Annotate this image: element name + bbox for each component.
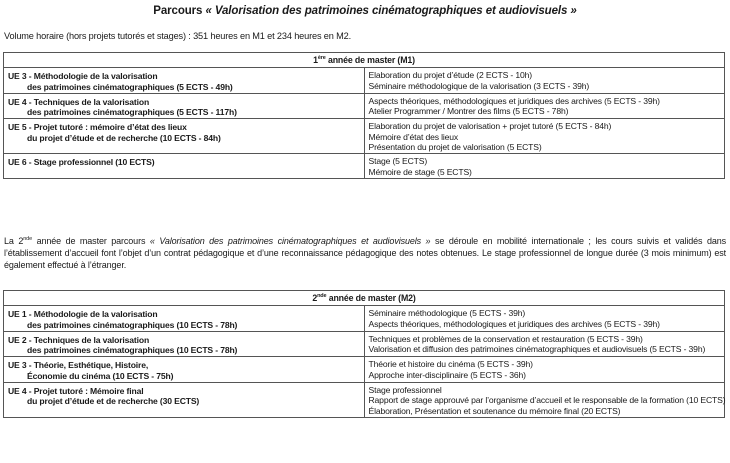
title-parcours-name: « Valorisation des patrimoines cinématographiques et audiovisuels » (205, 5, 577, 17)
ue-title-line1: UE 3 - Théorie, Esthétique, Histoire, (8, 360, 149, 371)
ue-row (4, 154, 725, 179)
course-item: Rapport de stage approuvé par l’organisme d’accueil et le responsable de la formation (10 ECTS) (368, 395, 726, 406)
ue-courses (364, 306, 725, 332)
ue-row (4, 93, 725, 119)
m2-table-header: 2nde année de master (M2) (4, 291, 725, 306)
ue-row (4, 306, 725, 332)
course-item: Atelier Programmer / Montrer des films (5 ECTS - 78h) (368, 106, 569, 117)
ue-title-line1: UE 3 - Méthodologie de la valorisation (8, 71, 158, 82)
ue-row (4, 119, 725, 154)
ue-title-line2: du projet d’étude et de recherche (10 ECTS - 84h) (27, 132, 221, 143)
ue-title-line2: Économie du cinéma (10 ECTS - 75h) (27, 370, 174, 381)
ue-title (4, 68, 365, 94)
ue-title (4, 357, 365, 383)
ue-title-line1: UE 6 - Stage professionnel (10 ECTS) (8, 157, 155, 168)
ue-title-line1: UE 5 - Projet tutoré : mémoire d’état des lieux (8, 122, 187, 133)
course-item: Elaboration du projet de valorisation + projet tutoré (5 ECTS - 84h) (368, 121, 612, 132)
ue-title-line2: des patrimoines cinématographiques (5 ECTS - 49h) (27, 81, 233, 92)
ue-title-line2: des patrimoines cinématographiques (10 ECTS - 78h) (27, 345, 238, 356)
course-item: Présentation du projet de valorisation (5 ECTS) (368, 142, 542, 153)
ue-title (4, 119, 365, 154)
ue-title-line1: UE 4 - Projet tutoré : Mémoire final (8, 386, 144, 397)
course-item: Valorisation et diffusion des patrimoines cinématographiques et audiovisuels (5 ECTS - 39h) (368, 344, 706, 355)
ue-row (4, 331, 725, 357)
m1-table-header: 1ère année de master (M1) (4, 53, 725, 68)
ue-row (4, 68, 725, 94)
course-item: Stage professionnel (368, 385, 442, 396)
m1-rows (4, 68, 725, 179)
volume-horaire: Volume horaire (hors projets tutorés et stages) : 351 heures en M1 et 234 heures en M2. (4, 31, 351, 41)
course-item: Mémoire de stage (5 ECTS) (368, 166, 472, 177)
ue-title-line2: des patrimoines cinématographiques (5 ECTS - 117h) (27, 107, 237, 118)
course-item: Séminaire méthodologique de la valorisation (3 ECTS - 39h) (368, 80, 590, 91)
ue-title-line1: UE 4 - Techniques de la valorisation (8, 96, 150, 107)
ue-title-line1: UE 2 - Techniques de la valorisation (8, 334, 150, 345)
title-prefix: Parcours (153, 5, 203, 17)
m1-table (3, 52, 725, 179)
course-item: Techniques et problèmes de la conservation et restauration (5 ECTS - 39h) (368, 333, 643, 344)
ue-courses (364, 357, 725, 383)
ue-title-line2: du projet d’étude et de recherche (30 ECTS) (27, 396, 200, 407)
ue-title (4, 331, 365, 357)
ue-title (4, 383, 365, 418)
course-item: Approche inter-disciplinaire (5 ECTS - 36h) (368, 369, 526, 380)
m2-description: La 2nde année de master parcours « Valorisation des patrimoines cinématographiques et audiovisuels » se déroule en mobilité internationale ; les cours suivis et validés dans l’établissement d’accueil font l’objet d’un contrat pédagogique et d’une reconnaissance pédagogique des notes obtenues. Le stage professionnel de longue durée (3 mois minimum) est également effectué à l’étranger. (4, 236, 726, 270)
ue-row (4, 383, 725, 418)
course-item: Aspects théoriques, méthodologiques et juridiques des archives (5 ECTS - 39h) (368, 95, 660, 106)
course-item: Théorie et histoire du cinéma (5 ECTS - 39h) (368, 359, 533, 370)
ue-courses (364, 154, 725, 179)
ue-row (4, 357, 725, 383)
course-item: Séminaire méthodologique (5 ECTS - 39h) (368, 308, 526, 319)
page-title (0, 5, 730, 17)
ue-courses (364, 383, 725, 418)
course-item: Elaboration du projet d’étude (2 ECTS - 10h) (368, 70, 532, 81)
m2-rows (4, 306, 725, 418)
ue-title (4, 154, 365, 179)
ue-courses (364, 93, 725, 119)
ue-title (4, 93, 365, 119)
ue-courses (364, 68, 725, 94)
ue-title-line2: des patrimoines cinématographiques (10 ECTS - 78h) (27, 319, 238, 330)
course-item: Mémoire d’état des lieux (368, 131, 459, 142)
ue-title-line1: UE 1 - Méthodologie de la valorisation (8, 309, 158, 320)
course-item: Élaboration, Présentation et soutenance du mémoire final (20 ECTS) (368, 405, 621, 416)
ue-title (4, 306, 365, 332)
m2-table (3, 290, 725, 418)
ue-courses (364, 119, 725, 154)
ue-courses (364, 331, 725, 357)
course-item: Aspects théoriques, méthodologiques et juridiques des archives (5 ECTS - 39h) (368, 318, 660, 329)
course-item: Stage (5 ECTS) (368, 156, 428, 167)
